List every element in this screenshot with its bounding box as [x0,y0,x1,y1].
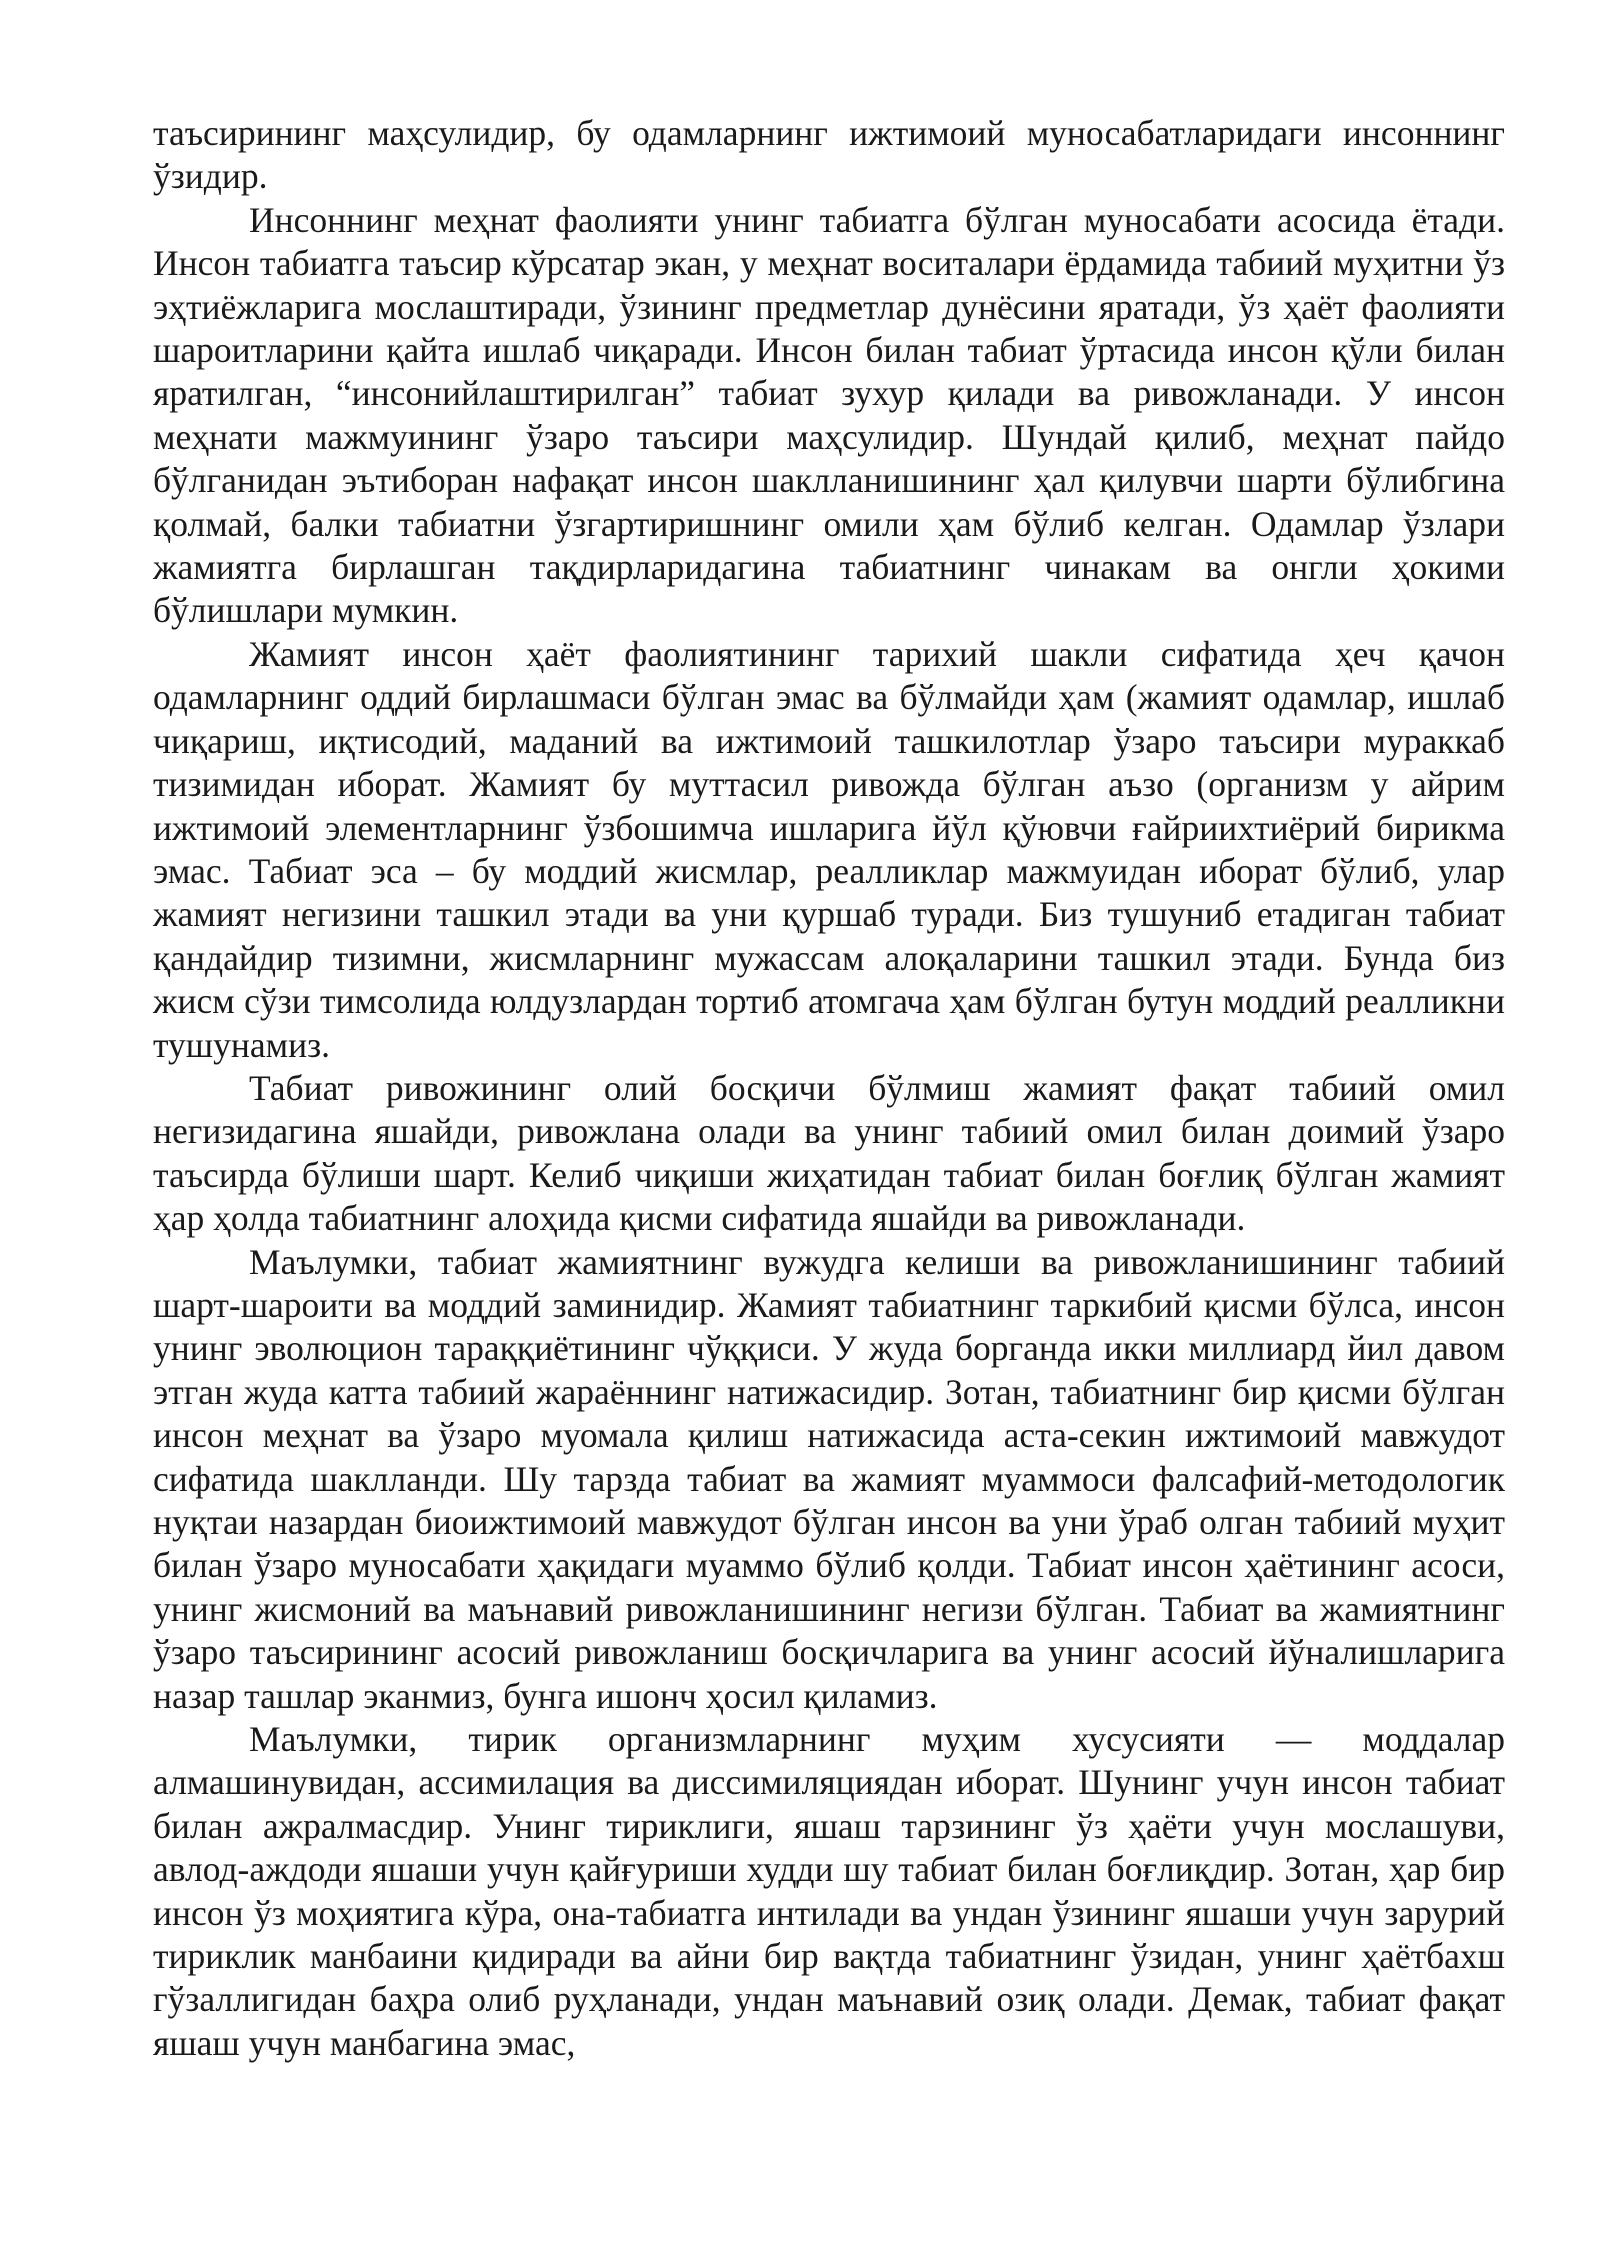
paragraph-2: Инсоннинг меҳнат фаолияти унинг табиатга бўлган муносабати асосида ётади. Инсон табиатга таъсир кўрсатар экан, у меҳнат воситалари ёрдамида табиий муҳитни ўз эҳтиёжларига мослаштиради, ўзининг предметлар дунёсини яратади, ўз ҳаёт фаолияти шароитларини қайта ишлаб чиқаради. Инсон билан табиат ўртасида инсон қўли билан яратилган, “инсонийлаштирилган” табиат зухур қилади ва ривожланади. У инсон меҳнати мажмуининг ўзаро таъсири маҳсулидир. Шундай қилиб, меҳнат пайдо бўлганидан эътиборан нафақат инсон шаклланишининг ҳал қилувчи шарти бўлибгина қолмай, балки табиатни ўзгартиришнинг омили ҳам бўлиб келган. Одамлар ўзлари жамиятга бирлашган тақдирларидагина табиатнинг чинакам ва онгли ҳокими бўлишлари мумкин. [153,199,1505,631]
paragraph-6: Маълумки, тирик организмларнинг муҳим хусусияти — моддалар алмашинувидан, ассимилация ва диссимиляциядан иборат. Шунинг учун инсон табиат билан ажралмасдир. Унинг тириклиги, яшаш тарзининг ўз ҳаёти учун мослашуви, авлод-аждоди яшаши учун қайғуриши худди шу табиат билан боғлиқдир. Зотан, ҳар бир инсон ўз моҳиятига кўра, она-табиатга интилади ва ундан ўзининг яшаши учун зарурий тириклик манбаини қидиради ва айни бир вақтда табиатнинг ўзидан, унинг ҳаётбахш гўзаллигидан баҳра олиб руҳланади, ундан маънавий озиқ олади. Демак, табиат фақат яшаш учун манбагина эмас, [153,1719,1505,2063]
document-body [153,112,1505,2065]
paragraph-3: Жамият инсон ҳаёт фаолиятининг тарихий шакли сифатида ҳеч қачон одамларнинг оддий бирлашмаси бўлган эмас ва бўлмайди ҳам (жамият одамлар, ишлаб чиқариш, иқтисодий, маданий ва ижтимоий ташкилотлар ўзаро таъсири мураккаб тизимидан иборат. Жамият бу муттасил ривожда бўлган аъзо (организм у айрим ижтимоий элементларнинг ўзбошимча ишларига йўл қўювчи ғайриихтиёрий бирикма эмас. Табиат эса – бу моддий жисмлар, реалликлар мажмуидан иборат бўлиб, улар жамият негизини ташкил этади ва уни қуршаб туради. Биз тушуниб етадиган табиат қандайдир тизимни, жисмларнинг мужассам алоқаларини ташкил этади. Бунда биз жисм сўзи тимсолида юлдузлардан тортиб атомгача ҳам бўлган бутун моддий реалликни тушунамиз. [153,633,1505,1065]
paragraph-1: таъсирининг маҳсулидир, бу одамларнинг ижтимоий муносабатларидаги инсоннинг ўзидир. [153,113,1505,197]
paragraph-5: Маълумки, табиат жамиятнинг вужудга келиши ва ривожланишининг табиий шарт-шароити ва моддий заминидир. Жамият табиатнинг таркибий қисми бўлса, инсон унинг эволюцион тараққиётининг чўққиси. У жуда борганда икки миллиард йил давом этган жуда катта табиий жараённинг натижасидир. Зотан, табиатнинг бир қисми бўлган инсон меҳнат ва ўзаро муомала қилиш натижасида аста-секин ижтимоий мавжудот сифатида шаклланди. Шу тарзда табиат ва жамият муаммоси фалсафий-методологик нуқтаи назардан биоижтимоий мавжудот бўлган инсон ва уни ўраб олган табиий муҳит билан ўзаро муносабати ҳақидаги муаммо бўлиб қолди. Табиат инсон ҳаётининг асоси, унинг жисмоний ва маънавий ривожланишининг негизи бўлган. Табиат ва жамиятнинг ўзаро таъсирининг асосий ривожланиш босқичларига ва унинг асосий йўналишларига назар ташлар эканмиз, бунга ишонч ҳосил қиламиз. [153,1241,1505,1716]
paragraph-4: Табиат ривожининг олий босқичи бўлмиш жамият фақат табиий омил негизидагина яшайди, ривожлана олади ва унинг табиий омил билан доимий ўзаро таъсирда бўлиши шарт. Келиб чиқиши жиҳатидан табиат билан боғлиқ бўлган жамият ҳар ҳолда табиатнинг алоҳида қисми сифатида яшайди ва ривожланади. [153,1067,1505,1239]
